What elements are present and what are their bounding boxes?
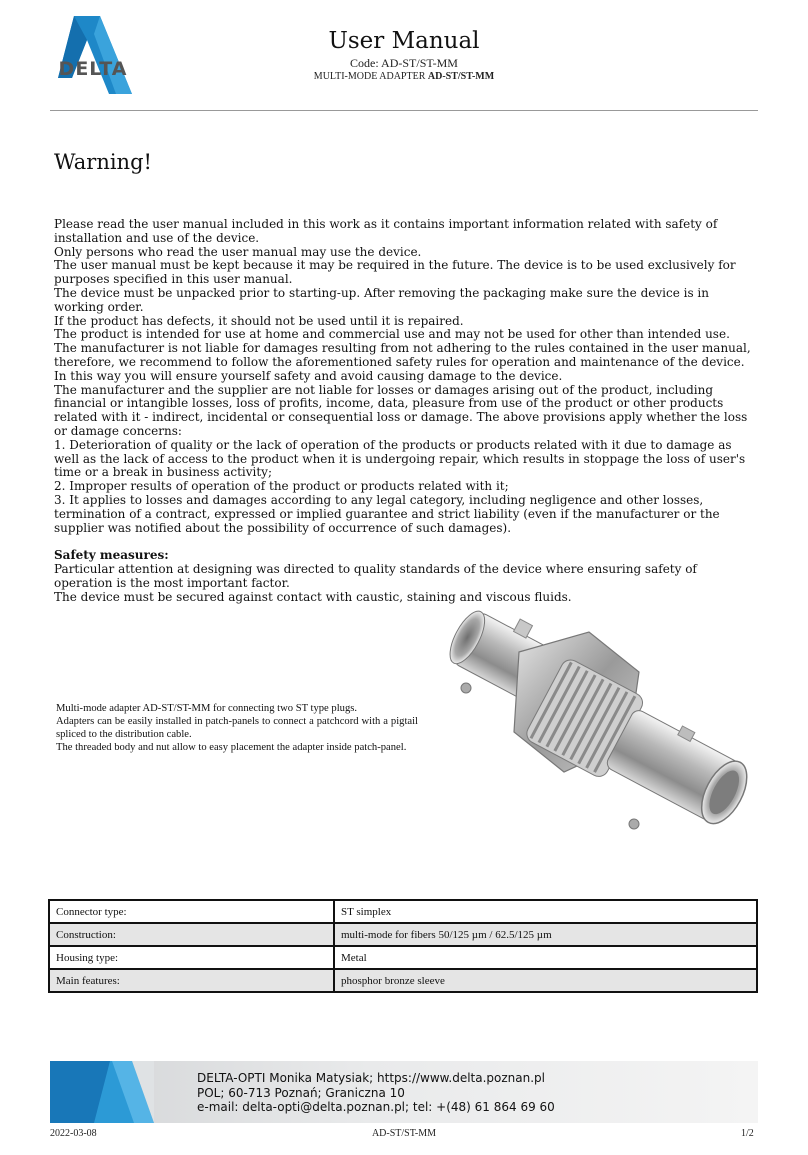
warning-body	[54, 218, 754, 604]
description-paragraph: Adapters can be easily installed in patch-panels to connect a patchcord with a pigtail spliced to the distribution cable.	[56, 716, 418, 740]
warning-paragraph: Please read the user manual included in this work as it contains important information related with safety of installation and use of the device.	[54, 217, 718, 245]
spec-value: multi-mode for fibers 50/125 µm / 62.5/125 µm	[334, 923, 757, 946]
table-row	[49, 923, 757, 946]
safety-paragraph: Particular attention at designing was directed to quality standards of the device where ensuring safety of operation is the most important factor.	[54, 561, 697, 590]
warning-paragraph: 1. Deterioration of quality or the lack of operation of the products or products related with it due to damage as well as the lack of access to the product when it is undergoing repair, which results in stoppage the loss of user's time or a break in business activity;	[54, 437, 746, 480]
warning-heading: Warning!	[54, 150, 152, 174]
footer-company: DELTA-OPTI Monika Matysiak; https://www.delta.poznan.pl	[197, 1071, 545, 1085]
product-image	[424, 592, 754, 872]
page-title: User Manual	[328, 28, 480, 54]
table-row	[49, 900, 757, 923]
spec-label: Housing type:	[49, 946, 334, 969]
warning-paragraph: The product is intended for use at home and commercial use and may not be used for other than intended use.	[54, 327, 730, 342]
footer-logo	[50, 1061, 154, 1123]
warning-paragraph: Only persons who read the user manual may use the device.	[54, 244, 422, 259]
logo-text: DELTA	[58, 58, 128, 80]
footer-address: POL; 60-713 Poznań; Graniczna 10	[197, 1085, 405, 1100]
model-code: AD-ST/ST-MM	[427, 71, 495, 82]
warning-paragraph: 2. Improper results of operation of the product or products related with it;	[54, 479, 509, 494]
spec-label: Connector type:	[49, 900, 334, 923]
product-code: Code: AD-ST/ST-MM	[350, 56, 458, 70]
footer-code: AD-ST/ST-MM	[371, 1128, 437, 1139]
footer-date: 2022-03-08	[50, 1128, 97, 1139]
product-description	[56, 702, 418, 754]
st-adapter-illustration	[424, 592, 754, 872]
table-row	[49, 969, 757, 992]
footer-email-phone: e-mail: delta-opti@delta.poznan.pl; tel: +(48) 61 864 69 60	[197, 1100, 555, 1114]
description-paragraph: The threaded body and nut allow to easy placement the adapter inside patch-panel.	[56, 742, 407, 753]
safety-paragraph: The device must be secured against contact with caustic, staining and viscous fluids.	[54, 589, 572, 604]
specifications-table	[48, 899, 758, 993]
spec-label: Construction:	[49, 923, 334, 946]
footer-contact	[197, 1071, 555, 1115]
header-divider	[50, 110, 758, 111]
footer-page-number: 1/2	[741, 1128, 754, 1139]
product-model-line	[0, 71, 808, 82]
spec-value: Metal	[334, 946, 757, 969]
table-row	[49, 946, 757, 969]
spec-label: Main features:	[49, 969, 334, 992]
spec-value: phosphor bronze sleeve	[334, 969, 757, 992]
model-prefix: MULTI-MODE ADAPTER	[313, 71, 426, 82]
description-paragraph: Multi-mode adapter AD-ST/ST-MM for connecting two ST type plugs.	[56, 703, 358, 714]
warning-paragraph: The user manual must be kept because it may be required in the future. The device is to be used exclusively for purposes specified in this user manual.	[54, 258, 736, 287]
warning-paragraph: If the product has defects, it should not be used until it is repaired.	[54, 313, 464, 328]
warning-paragraph: The manufacturer and the supplier are not liable for losses or damages arising out of the product, including financial or intangible losses, loss of profits, income, data, pleasure from use of the product or other products related with it - indirect, incidental or consequential loss or damage. The above provisions apply whether the loss or damage concerns:	[54, 382, 748, 438]
warning-paragraph: The device must be unpacked prior to starting-up. After removing the packaging make sure the device is in working order.	[54, 285, 709, 314]
footer-logo-mark	[50, 1061, 154, 1123]
spec-value: ST simplex	[334, 900, 757, 923]
safety-heading: Safety measures:	[54, 548, 169, 563]
warning-paragraph: The manufacturer is not liable for damages resulting from not adhering to the rules contained in the user manual, therefore, we recommend to follow the aforementioned safety rules for operation and maintenance of the device. In this way you will ensure yourself safety and avoid causing damage to the device.	[54, 341, 751, 383]
warning-paragraph: 3. It applies to losses and damages according to any legal category, including negligence and other losses, termination of a contract, expressed or implied guarantee and strict liability (even if the manufacturer or the supplier was notified about the possibility of occurrence of such damages).	[54, 492, 720, 535]
